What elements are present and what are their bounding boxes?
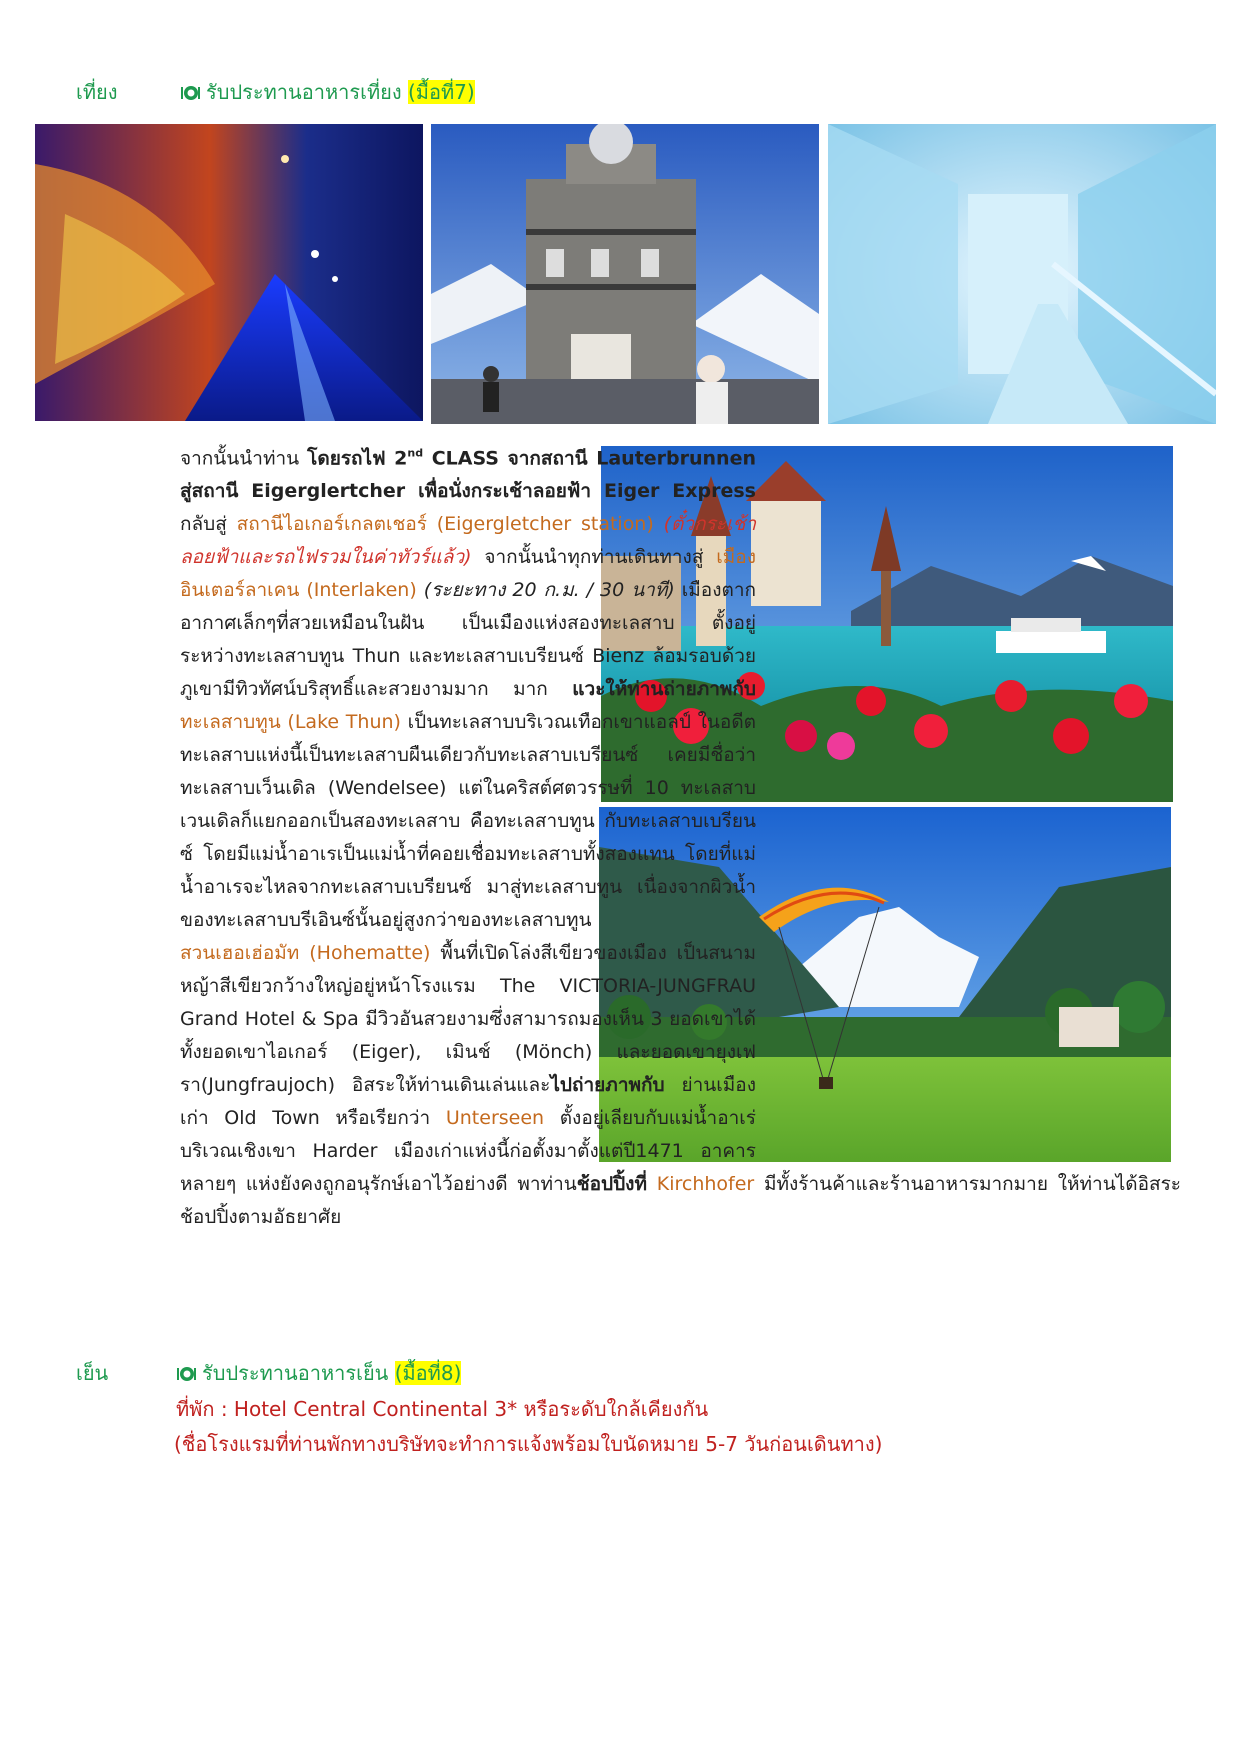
dinner-label: เย็น (76, 1361, 109, 1385)
photo-float-spacer (756, 437, 1181, 1165)
plate-icon (176, 1363, 196, 1387)
photo-sphinx-observatory (431, 124, 819, 424)
hotel-line: ที่พัก : Hotel Central Continental 3* หรือระดับใกล้เคียงกัน (176, 1397, 709, 1421)
lunch-meal-number: (มื้อที่7) (407, 80, 475, 104)
lunch-text: รับประทานอาหารเที่ยง (206, 80, 402, 104)
dinner-text: รับประทานอาหารเย็น (202, 1361, 389, 1385)
plate-icon (180, 82, 200, 106)
hotel-note: (ชื่อโรงแรมที่ท่านพักทางบริษัทจะทำการแจ้งพร้อมใบนัดหมาย 5-7 วันก่อนเดินทาง) (174, 1432, 883, 1456)
lunch-label: เที่ยง (76, 80, 118, 104)
dinner-meal-number: (มื้อที่8) (394, 1361, 462, 1385)
tour-description: จากนั้นนำท่าน โดยรถไฟ 2nd CLASS จากสถานี Lauterbrunnen สู่สถานี Eigerglertcher เพื่อนั่งกระเช้าลอยฟ้า Eiger Express กลับสู่ สถานีไอเกอร์เกลตเชอร์ (Eigergletcher station) (ตั๋วกระเช้าลอยฟ้าและรถไฟรวมในค่าทัวร์แล้ว) จากนั้นนำทุกท่านเดินทางสู่ เมืองอินเตอร์ลาเคน (Interlaken) (ระยะทาง 20 ก.ม. / 30 นาที) เมืองตากอากาศเล็กๆที่สวยเหมือนในฝัน เป็นเมืองแห่งสองทะเลสาบ ตั้งอยู่ระหว่างทะเลสาบทูน Thun และทะเลสาบเบรียนซ์ Bienz ล้อมรอบด้วยภูเขามีทิวทัศน์บริสุทธิ์และสวยงามมาก มาก แวะให้ท่านถ่ายภาพกับ ทะเลสาบทูน (Lake Thun) เป็นทะเลสาบบริเวณเทือกเขาแอลป์ ในอดีตทะเลสาบแห่งนี้เป็นทะเลสาบผืนเดียวกับทะเลสาบเบรียนซ์ เคยมีชื่อว่า ทะเลสาบเว็นเดิล (Wendelsee) แต่ในคริสต์ศตวรรษที่ 10 ทะเลสาบเวนเดิลก็แยกออกเป็นสองทะเลสาบ คือทะเลสาบทูน กับทะเลสาบเบรียนซ์ โดยมีแม่น้ำอาเรเป็นแม่น้ำที่คอยเชื่อมทะเลสาบทั้งสองแทน โดยที่แม่น้ำอาเรจะไหลจากทะเลสาบเบรียนซ์ มาสู่ทะเลสาบทูน เนื่องจากผิวน้ำของทะเลสาบบรีเอินซ์นั้นอยู่สูงกว่าของทะเลสาบทูน สวนเฮอเฮ่อมัท (Hohematte) พื้นที่เปิดโล่งสีเขียวของเมือง เป็นสนามหญ้าสีเขียวกว้างใหญ่อยู่หน้าโรงแรม The VICTORIA-JUNGFRAU Grand Hotel & Spa มีวิวอันสวยงามซึ่งสามารถมองเห็น 3 ยอดเขาได้ทั้งยอดเขาไอเกอร์ (Eiger), เมินช์ (Mönch) และยอดเขายุงเฟรา(Jungfraujoch) อิสระให้ท่านเดินเล่นและไปถ่ายภาพกับ ย่านเมืองเก่า Old Town หรือเรียกว่า Unterseen ตั้งอยู่เลียบกับแม่น้ำอาเร่ บริเวณเชิงเขา Harder เมืองเก่าแห่งนี้ก่อตั้งมาตั้งแต่ปี1471 อาคารหลายๆ แห่งยังคงถูกอนุรักษ์เอาไว้อย่างดี พาท่านช้อปปิ้งที่ Kirchhofer มีทั้งร้านค้าและร้านอาหารมากมาย ให้ท่านได้อิสระช้อปปิ้งตามอัธยาศัย (180, 437, 1181, 1234)
photo-tunnel-art (35, 124, 423, 421)
dinner-line (176, 1357, 461, 1389)
lunch-line (180, 76, 475, 108)
photo-ice-palace (828, 124, 1216, 424)
